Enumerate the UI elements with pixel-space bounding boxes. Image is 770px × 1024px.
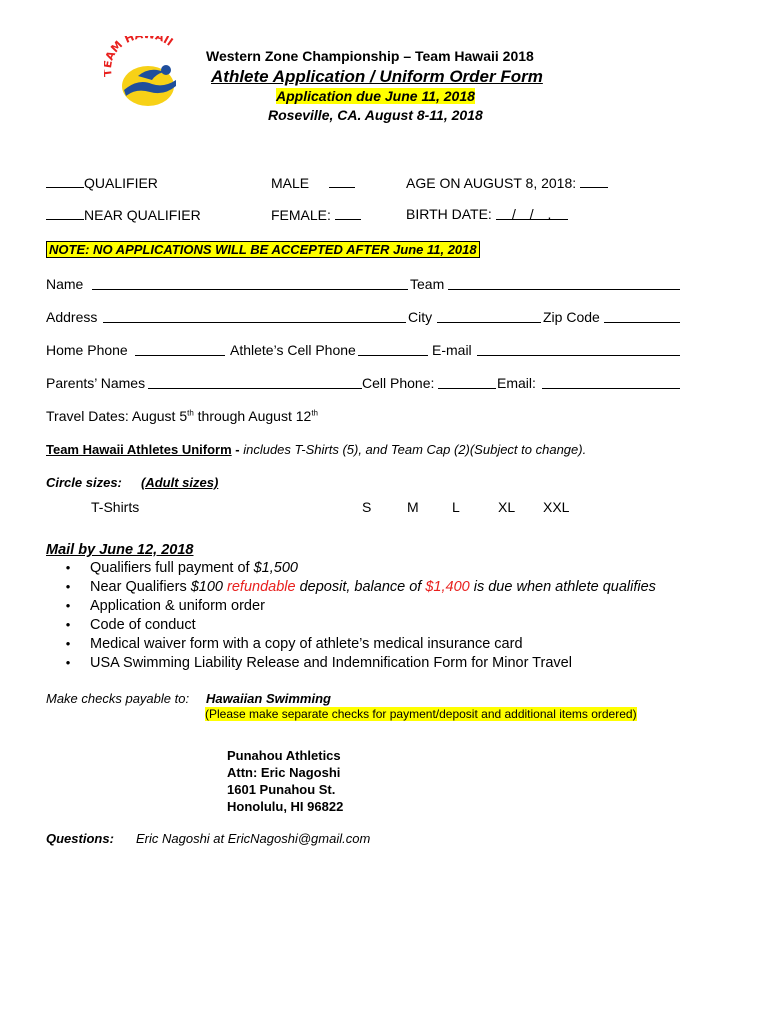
home-phone-label: Home Phone [46,342,128,358]
zip-label: Zip Code [543,309,600,325]
travel-end-suffix: th [311,408,318,418]
uniform-separator: - [231,442,244,457]
travel-end: through August 12 [193,408,312,424]
size-option-l[interactable]: L [452,499,460,515]
zip-input[interactable] [604,309,680,323]
team-hawaii-logo [104,36,188,112]
birth-date-field[interactable] [406,206,568,222]
female-label: FEMALE: [271,207,331,223]
age-label: AGE ON AUGUST 8, 2018: [406,175,577,191]
deadline-note: NOTE: NO APPLICATIONS WILL BE ACCEPTED AFTER June 11, 2018 [46,241,480,258]
parents-label: Parents’ Names [46,375,146,391]
payable-label: Make checks payable to: [46,691,190,706]
questions-contact[interactable]: Eric Nagoshi at EricNagoshi@gmail.com [136,831,371,846]
list-item: • Medical waiver form with a copy of athlete’s medical insurance card [46,634,656,653]
birth-date-slots: / / . [496,206,568,220]
mail-checklist [46,558,656,672]
payee-name: Hawaiian Swimming [206,691,331,706]
list-item: • Code of conduct [46,615,656,634]
cell-phone-label: Athlete’s Cell Phone [230,342,356,358]
qualifier-field[interactable] [46,174,158,191]
size-option-m[interactable]: M [407,499,419,515]
cell-phone-input[interactable] [358,342,428,356]
uniform-label: Team Hawaii Athletes Uniform [46,442,232,457]
home-phone-input[interactable] [135,342,225,356]
parent-cell-label: Cell Phone: [362,375,435,391]
name-label: Name [46,276,84,292]
email-input[interactable] [477,342,680,356]
svg-text:TEAM HAWAII: AM H AII [104,36,176,63]
qualifier-label: QUALIFIER [84,175,158,191]
list-item: • Near Qualifiers $100 refundable deposit, balance of $1,400 is due when athlete qualifies [46,577,656,596]
due-date: Application due June 11, 2018 [276,88,475,104]
birth-date-label: BIRTH DATE: [406,206,492,222]
parents-input[interactable] [148,375,362,389]
adult-sizes-label: (Adult sizes) [141,475,219,490]
city-label: City [408,309,433,325]
address-input[interactable] [103,309,406,323]
event-title: Western Zone Championship – Team Hawaii 2018 [206,48,534,64]
list-item: • Qualifiers full payment of $1,500 [46,558,656,577]
team-label: Team [410,276,445,292]
tshirts-label: T-Shirts [91,499,140,515]
travel-start: Travel Dates: August 5 [46,408,188,424]
list-item: • Application & uniform order [46,596,656,615]
payment-note: (Please make separate checks for payment/deposit and additional items ordered) [205,707,637,721]
city-input[interactable] [437,309,541,323]
questions-label: Questions: [46,831,114,846]
uniform-description: includes T-Shirts (5), and Team Cap (2)(Subject to change). [243,442,587,457]
circle-sizes-label: Circle sizes: [46,475,122,490]
address-line-4: Honolulu, HI 96822 [227,799,344,814]
form-title: Athlete Application / Uniform Order Form [211,67,543,86]
list-item: • USA Swimming Liability Release and Indemnification Form for Minor Travel [46,653,656,672]
mail-by-heading: Mail by June 12, 2018 [46,542,194,558]
age-field[interactable] [406,174,608,191]
parent-email-label: Email: [497,375,536,391]
address-line-2: Attn: Eric Nagoshi [227,765,341,780]
near-qualifier-field[interactable] [46,206,201,223]
size-option-xl[interactable]: XL [498,499,516,515]
uniform-line [46,442,586,457]
size-option-s[interactable]: S [362,499,372,515]
female-field[interactable] [271,206,361,223]
parent-email-input[interactable] [542,375,680,389]
address-line-3: 1601 Punahou St. [227,782,336,797]
size-option-xxl[interactable]: XXL [543,499,570,515]
email-label: E-mail [432,342,472,358]
travel-start-suffix: th [187,408,194,418]
near-qualifier-label: NEAR QUALIFIER [84,207,201,223]
team-input[interactable] [448,276,680,290]
parent-cell-input[interactable] [438,375,496,389]
address-label: Address [46,309,98,325]
event-location: Roseville, CA. August 8-11, 2018 [268,107,483,123]
male-field[interactable] [271,174,355,191]
address-line-1: Punahou Athletics [227,748,341,763]
travel-dates [46,408,318,424]
name-input[interactable] [92,276,408,290]
male-label: MALE [271,175,310,191]
